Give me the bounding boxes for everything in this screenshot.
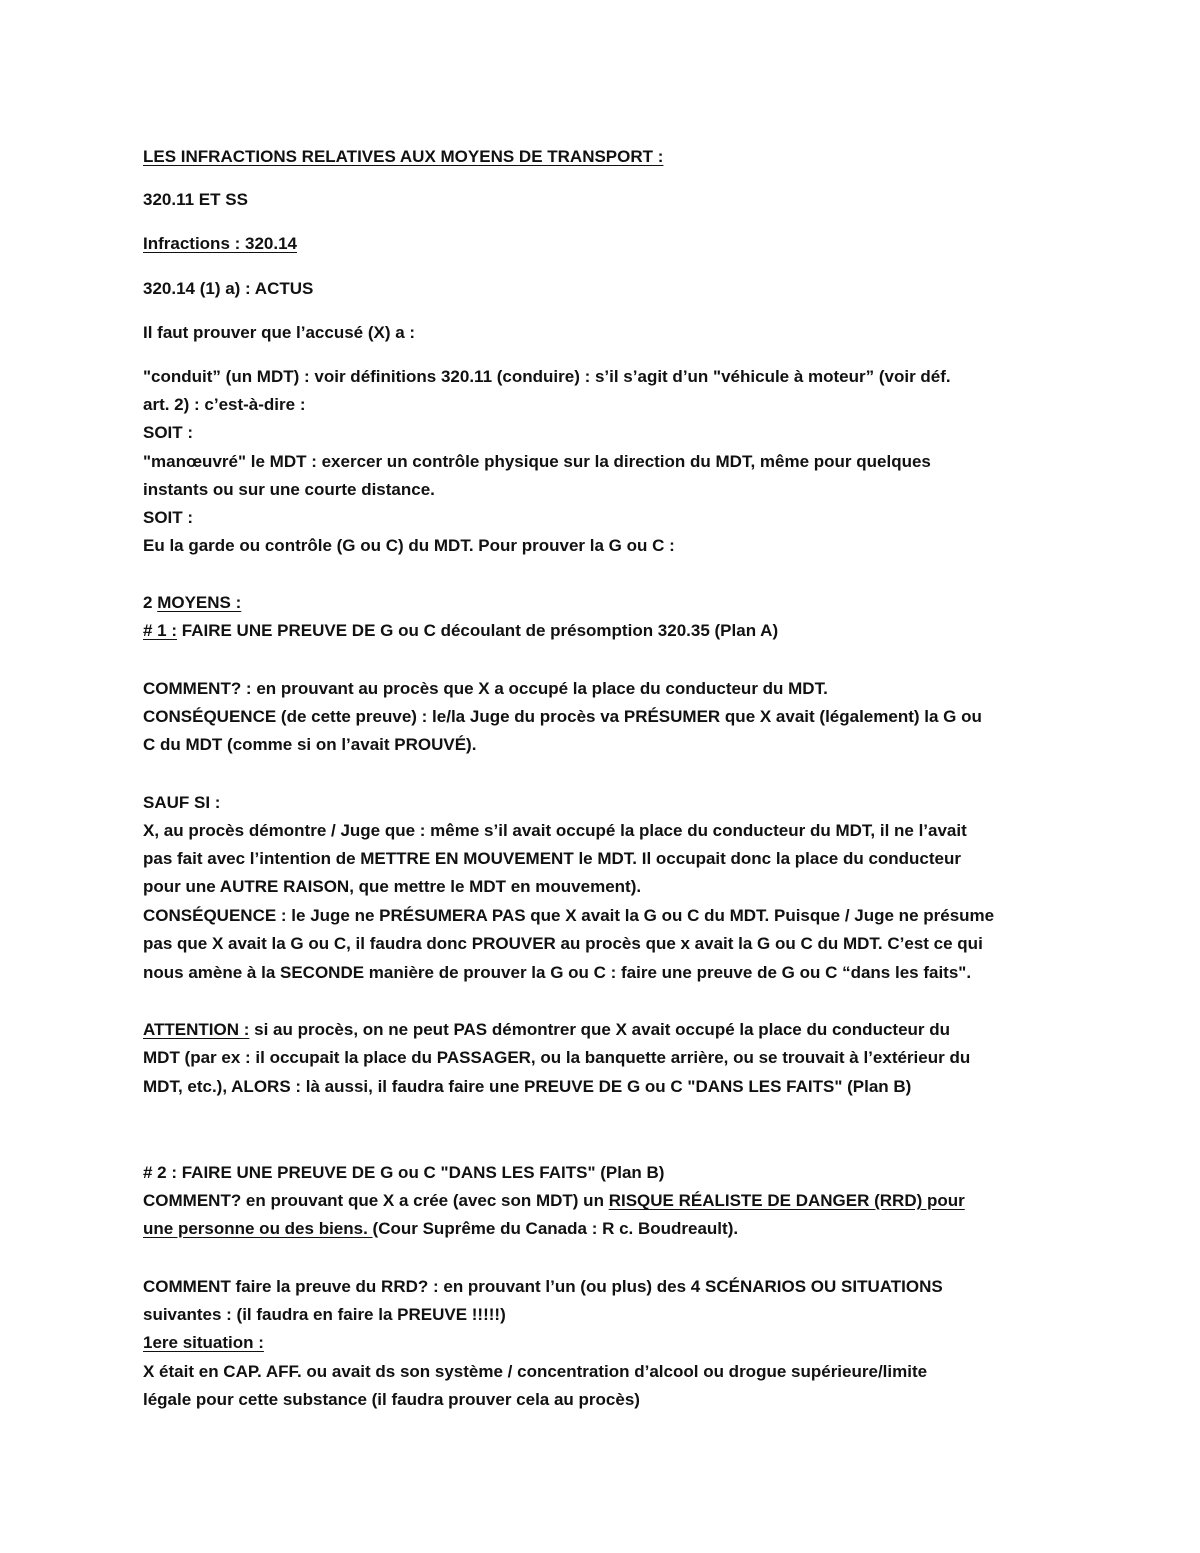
paragraph-line: pour une AUTRE RAISON, que mettre le MDT en mouvement). (143, 877, 642, 896)
attention-line (143, 1019, 950, 1041)
moyen-2-heading: # 2 : FAIRE UNE PREUVE DE G ou C "DANS LES FAITS" (Plan B) (143, 1163, 665, 1182)
paragraph-line: instants ou sur une courte distance. (143, 480, 435, 499)
paragraph-line: X, au procès démontre / Juge que : même s’il avait occupé la place du conducteur du MDT, il ne l’avait (143, 821, 967, 840)
actus-line: 320.14 (1) a) : ACTUS (143, 279, 314, 298)
paragraph-line: nous amène à la SECONDE manière de prouver la G ou C : faire une preuve de G ou C “dans les faits". (143, 963, 972, 982)
comment-2-line (143, 1190, 965, 1212)
moyens-label: MOYENS : (157, 593, 242, 612)
paragraph-line: Eu la garde ou contrôle (G ou C) du MDT. Pour prouver la G ou C : (143, 536, 675, 555)
paragraph-line: suivantes : (il faudra en faire la PREUVE !!!!!) (143, 1305, 506, 1324)
reference-line: 320.11 ET SS (143, 190, 248, 209)
paragraph-line: MDT, etc.), ALORS : là aussi, il faudra faire une PREUVE DE G ou C "DANS LES FAITS" (Plan B) (143, 1077, 912, 1096)
moyen-1-label: # 1 : (143, 621, 178, 640)
attention-label: ATTENTION : (143, 1020, 250, 1039)
comment-2b-line (143, 1218, 738, 1240)
paragraph-line: légale pour cette substance (il faudra prouver cela au procès) (143, 1390, 640, 1409)
situation-1-heading: 1ere situation : (143, 1333, 264, 1352)
moyen-1-heading (143, 620, 778, 642)
court-citation: (Cour Suprême du Canada : R c. Boudreault). (372, 1219, 739, 1238)
paragraph-line: MDT (par ex : il occupait la place du PASSAGER, ou la banquette arrière, ou se trouvait à l’extérieur du (143, 1048, 971, 1067)
rrd-underlined-continued: une personne ou des biens. (143, 1219, 373, 1238)
paragraph-line: COMMENT? : en prouvant au procès que X a occupé la place du conducteur du MDT. (143, 679, 828, 698)
paragraph-line: pas que X avait la G ou C, il faudra donc PROUVER au procès que x avait la G ou C du MDT. C’est ce qui (143, 934, 983, 953)
paragraph-line: Il faut prouver que l’accusé (X) a : (143, 323, 416, 342)
moyens-heading (143, 592, 241, 614)
moyens-number: 2 (143, 593, 158, 612)
paragraph-line: "conduit” (un MDT) : voir définitions 320.11 (conduire) : s’il s’agit d’un "véhicule à moteur” (voir déf. (143, 367, 951, 386)
paragraph-line: "manœuvré" le MDT : exercer un contrôle physique sur la direction du MDT, même pour quelques (143, 452, 931, 471)
comment-2-text: COMMENT? en prouvant que X a crée (avec son MDT) un (143, 1191, 609, 1210)
paragraph-line: pas fait avec l’intention de METTRE EN MOUVEMENT le MDT. Il occupait donc la place du conducteur (143, 849, 962, 868)
sauf-si-heading: SAUF SI : (143, 793, 221, 812)
paragraph-line: CONSÉQUENCE (de cette preuve) : le/la Juge du procès va PRÉSUMER que X avait (légalement) la G ou (143, 707, 982, 726)
infractions-heading: Infractions : 320.14 (143, 234, 298, 253)
paragraph-line: C du MDT (comme si on l’avait PROUVÉ). (143, 735, 477, 754)
paragraph-line: art. 2) : c’est-à-dire : (143, 395, 306, 414)
paragraph-line: SOIT : (143, 508, 194, 527)
document-title: LES INFRACTIONS RELATIVES AUX MOYENS DE TRANSPORT : (143, 147, 664, 166)
paragraph-line: X était en CAP. AFF. ou avait ds son système / concentration d’alcool ou drogue supérieure/limite (143, 1362, 928, 1381)
rrd-underlined: RISQUE RÉALISTE DE DANGER (RRD) pour (608, 1191, 965, 1210)
paragraph-line: COMMENT faire la preuve du RRD? : en prouvant l’un (ou plus) des 4 SCÉNARIOS OU SITUATIONS (143, 1277, 943, 1296)
paragraph-line: SOIT : (143, 423, 194, 442)
attention-text: si au procès, on ne peut PAS démontrer que X avait occupé la place du conducteur du (249, 1020, 951, 1039)
moyen-1-text: FAIRE UNE PREUVE DE G ou C découlant de présomption 320.35 (Plan A) (177, 621, 779, 640)
paragraph-line: CONSÉQUENCE : le Juge ne PRÉSUMERA PAS que X avait la G ou C du MDT. Puisque / Juge ne présume (143, 906, 995, 925)
